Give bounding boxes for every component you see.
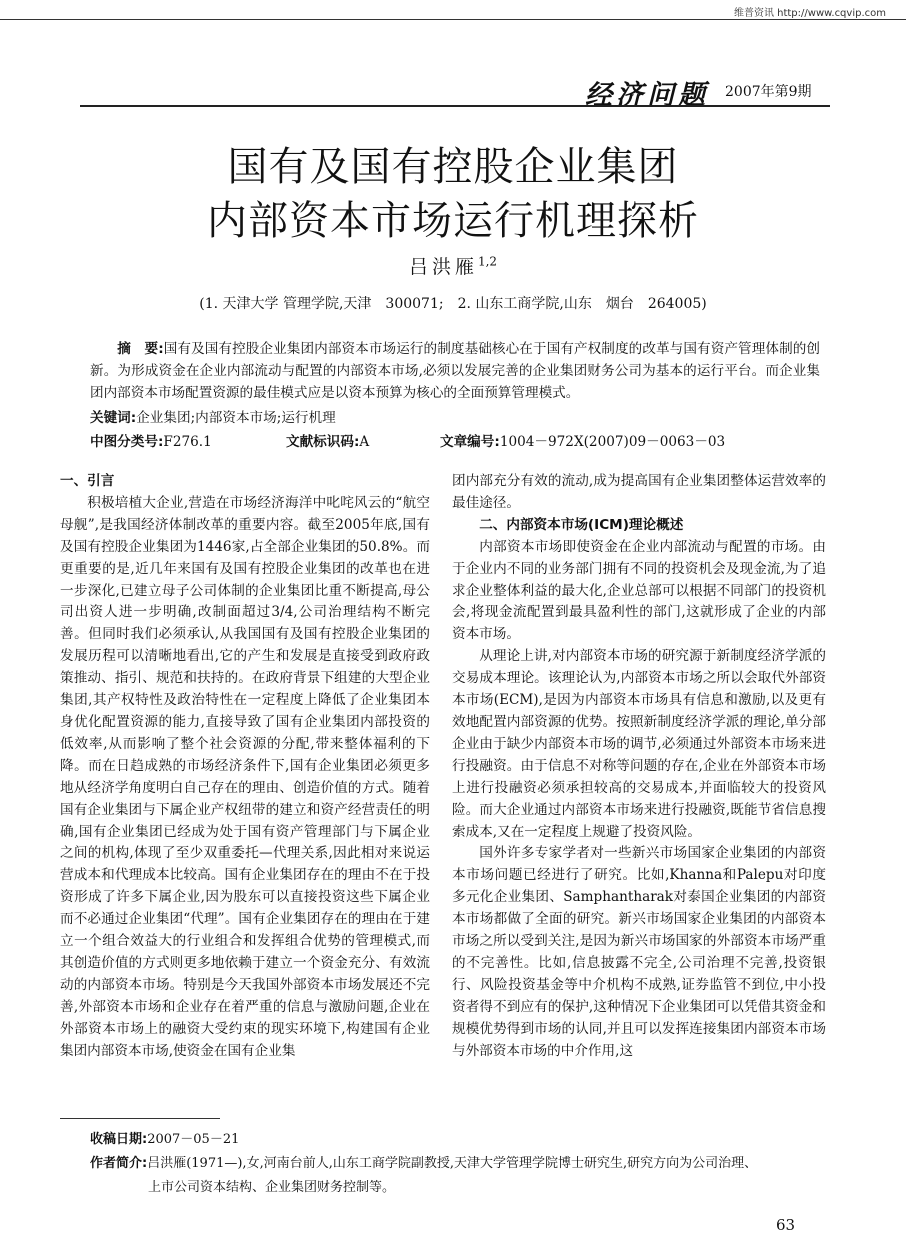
journal-name: 经济问题 xyxy=(585,80,709,111)
doc-code xyxy=(286,430,369,450)
article-number-label: 文章编号: xyxy=(440,434,500,450)
header-rule xyxy=(80,105,830,107)
clc xyxy=(90,430,212,450)
received-value: 2007－05－21 xyxy=(147,1132,240,1147)
keywords xyxy=(90,406,336,426)
article-number xyxy=(440,430,725,450)
top-rule xyxy=(0,19,906,20)
affiliation: (1. 天津大学 管理学院,天津 300071; 2. 山东工商学院,山东 烟台 264005) xyxy=(199,296,707,312)
source-watermark: 维普资讯 http://www.cqvip.com xyxy=(733,8,886,19)
article-number-value: 1004－972X(2007)09－0063－03 xyxy=(499,434,726,450)
bio-label: 作者简介: xyxy=(90,1156,148,1171)
author-line xyxy=(0,252,906,279)
section-heading-1: 一、引言 xyxy=(60,473,115,489)
left-column xyxy=(60,471,430,1062)
abstract-text: 国有及国有控股企业集团内部资本市场运行的制度基础核心在于国有产权制度的改革与国有资产管理体制的创新。为形成资金在企业内部流动与配置的内部资本市场,必须以发展完善的企业集团财务公司为基本的运行平台。而企业集团内部资本市场配置资源的最佳模式应是以资本预算为核心的全面预算管理模式。 xyxy=(90,341,821,401)
title-line-1: 国有及国有控股企业集团 xyxy=(227,144,679,190)
footnote-rule xyxy=(60,1118,220,1119)
section-2-paragraph-2: 从理论上讲,对内部资本市场的研究源于新制度经济学派的交易成本理论。该理论认为,内部资本市场之所以会取代外部资本市场(ECM),是因为内部资本市场具有信息和激励,以及更有效地配置内部资源的优势。按照新制度经济学派的理论,单分部企业由于缺少内部资本市场的调节,必须通过外部资本市场来进行投融资。由于信息不对称等问题的存在,企业在外部资本市场上进行投融资必须承担较高的交易成本,并面临较大的投资风险。而大企业通过内部资本市场来进行投融资,既能节省信息搜索成本,又在一定程度上规避了投资风险。 xyxy=(452,648,826,840)
abstract-label: 摘 要: xyxy=(117,341,164,357)
section-1-paragraph-1: 积极培植大企业,营造在市场经济海洋中叱咤风云的“航空母舰”,是我国经济体制改革的重要内容。截至2005年底,国有及国有控股企业集团为1446家,占全部企业集团的50.8%。而更重要的是,近几年来国有及国有控股企业集团的改革也在进一步深化,已建立母子公司体制的企业集团比重不断提高,母公司出资人进一步明确,改制面超过3/4,公司治理结构不断完善。但同时我们必须承认,从我国国有及国有控股企业集团的发展历程可以清晰地看出,它的产生和发展是直接受到政府政策推动、指引、规范和扶持的。在政府背景下组建的大型企业集团,其产权特性及政治特性在一定程度上降低了企业集团本身优化配置资源的能力,直接导致了国有企业集团内部投资的低效率,从而影响了整个社会资源的分配,带来整体福利的下降。而在日趋成熟的市场经济条件下,国有企业集团必须更多地从经济学角度明白自己存在的理由、创造价值的方式。随着国有企业集团与下属企业产权纽带的建立和资产经营责任的明确,国有企业集团已经成为处于国有资产管理部门与下属企业之间的机构,体现了至少双重委托—代理关系,因此相对来说运营成本和代理成本比较高。国有企业集团存在的理由不在于投资形成了许多下属企业,因为股东可以直接投资这些下属企业而不必通过企业集团“代理”。国有企业集团存在的理由在于建立一个组合效益大的行业组合和发挥组合优势的管理模式,而其创造价值的方式则更多地依赖于建立一个资金充分、有效流动的内部资本市场。特别是今天我国外部资本市场发展还不完善,外部资本市场和企业存在着严重的信息与激励问题,企业在外部资本市场上的融资大受约束的现实环境下,构建国有企业集团内部资本市场,使资金在国有企业集 xyxy=(60,494,430,1059)
section-1-continuation: 团内部充分有效的流动,成为提高国有企业集团整体运营效率的最佳途径。 xyxy=(452,473,826,511)
bio-line-1: 吕洪雁(1971—),女,河南台前人,山东工商学院副教授,天津大学管理学院博士研究生,研究方向为公司治理、 xyxy=(147,1156,758,1171)
title-line-2: 内部资本市场运行机理探析 xyxy=(207,198,699,244)
clc-label: 中图分类号: xyxy=(90,434,164,450)
doc-code-value: A xyxy=(359,434,370,450)
right-column xyxy=(452,471,826,1062)
keywords-text: 企业集团;内部资本市场;运行机理 xyxy=(136,410,336,426)
article-title xyxy=(0,140,906,248)
keywords-label: 关键词: xyxy=(90,410,137,426)
author-name: 吕洪雁 xyxy=(408,256,478,278)
author-affil-marker: 1,2 xyxy=(477,254,498,269)
received-label: 收稿日期: xyxy=(90,1132,148,1147)
issue-label: 2007年第9期 xyxy=(725,84,812,100)
bio-line-2: 上市公司资本结构、企业集团财务控制等。 xyxy=(148,1180,396,1195)
section-2-paragraph-1: 内部资本市场即使资金在企业内部流动与配置的市场。由于企业内不同的业务部门拥有不同的投资机会及现金流,为了追求企业整体利益的最大化,企业总部可以根据不同部门的投资机会,将现金流配置到最具盈利性的部门,这就形成了企业的内部资本市场。 xyxy=(452,538,826,643)
clc-value: F276.1 xyxy=(163,434,212,450)
page-number: 63 xyxy=(776,1216,796,1234)
received-date xyxy=(90,1128,239,1147)
abstract xyxy=(90,338,820,404)
doc-code-label: 文献标识码: xyxy=(286,434,360,450)
author-bio xyxy=(90,1152,820,1200)
section-heading-2: 二、内部资本市场(ICM)理论概述 xyxy=(479,516,684,533)
section-2-paragraph-3: 国外许多专家学者对一些新兴市场国家企业集团的内部资本市场问题已经进行了研究。比如,Khanna和Palepu对印度多元化企业集团、Samphantharak对泰国企业集团的内部资本市场都做了全面的研究。新兴市场国家企业集团的内部资本市场之所以受到关注,是因为新兴市场国家的外部资本市场严重的不完善性。比如,信息披露不完全,公司治理不完善,投资银行、风险投资基金等中介机构不成熟,证券监管不到位,中小投资者得不到应有的保护,这种情况下企业集团可以凭借其资金和规模优势得到市场的认同,并且可以发挥连接集团内部资本市场与外部资本市场的中介作用,这 xyxy=(452,845,826,1059)
